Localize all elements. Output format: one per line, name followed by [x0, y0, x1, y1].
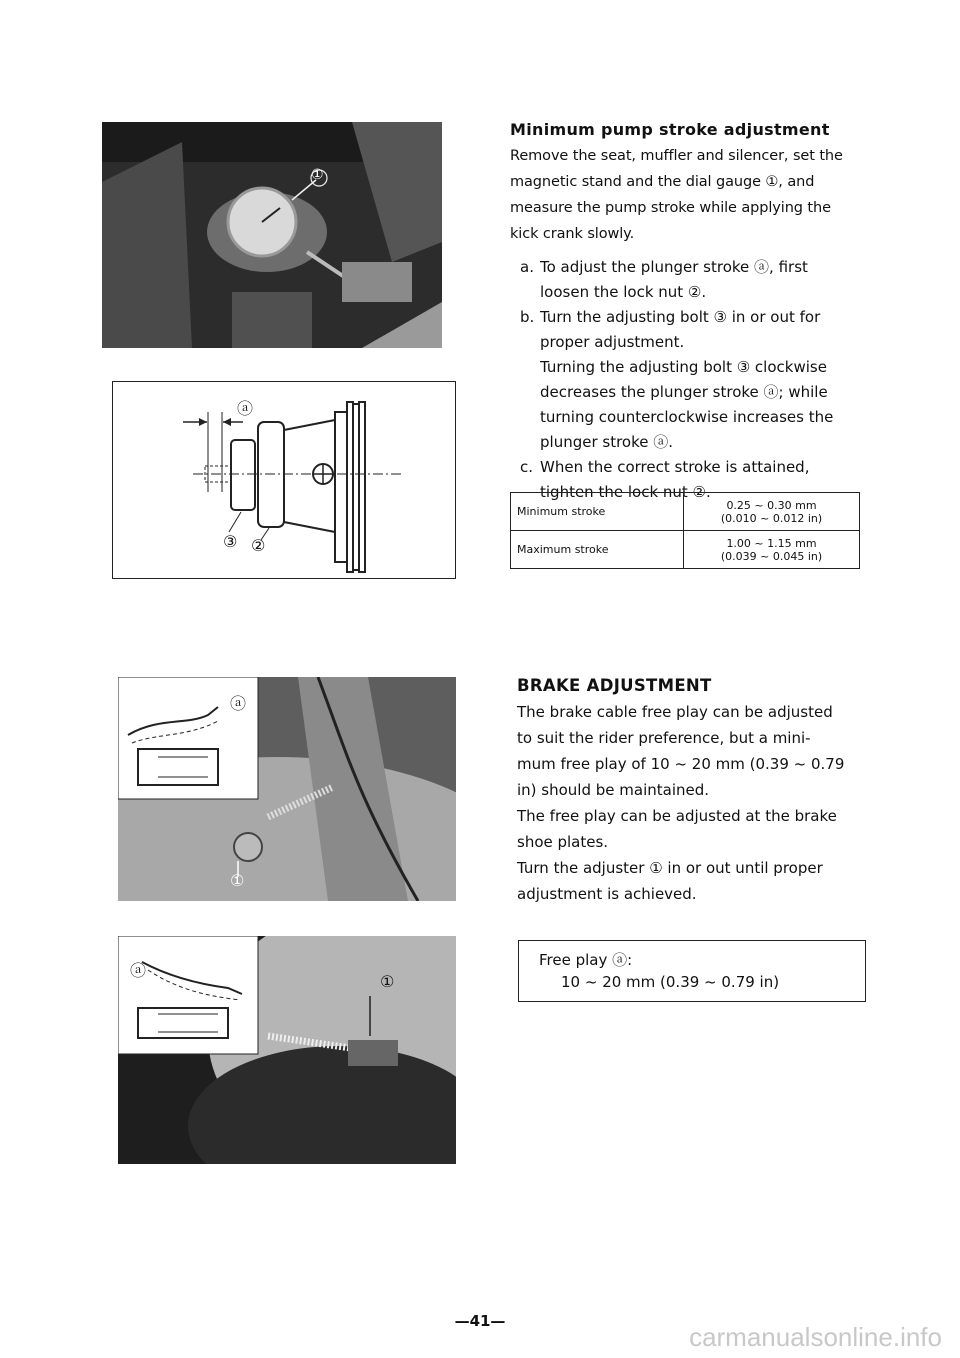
step-b-line: plunger stroke ⓐ.: [540, 433, 674, 451]
page-number: —41—: [454, 1312, 506, 1330]
photo2-label-a: ⓐ: [230, 694, 247, 713]
step-b-label: b.: [520, 308, 535, 326]
stroke-diagram: [112, 381, 456, 579]
spec-value: [684, 531, 860, 569]
spec-name: Maximum stroke: [511, 531, 684, 569]
step-c-label: c.: [520, 458, 534, 476]
step-b-line: Turn the adjusting bolt ③ in or out for: [540, 308, 821, 326]
table-row: [511, 493, 860, 531]
step-b-line: decreases the plunger stroke ⓐ; while: [540, 383, 828, 401]
footer-watermark: carmanualsonline.info: [689, 1322, 942, 1352]
brake-line: The free play can be adjusted at the brake: [517, 807, 837, 825]
brake-line: to suit the rider preference, but a mini-: [517, 729, 811, 747]
brake-line: adjustment is achieved.: [517, 885, 697, 903]
step-a-line: To adjust the plunger stroke ⓐ, first: [540, 258, 808, 276]
step-a-label: a.: [520, 258, 534, 276]
diagram-label-a: ⓐ: [237, 399, 254, 418]
photo3-label-a: ⓐ: [130, 961, 147, 980]
step-c-line: When the correct stroke is attained,: [540, 458, 810, 476]
spec-value-mm: 1.00 ~ 1.15 mm: [726, 536, 817, 550]
brake-line: in) should be maintained.: [517, 781, 710, 799]
step-b-line: Turning the adjusting bolt ③ clockwise: [540, 358, 827, 376]
rear-brake-photo: [118, 936, 456, 1164]
spec-value-in: (0.039 ~ 0.045 in): [720, 549, 823, 563]
brake-line: shoe plates.: [517, 833, 609, 851]
photo2-label-1: ①: [230, 871, 245, 890]
dial-gauge-photo: [102, 122, 442, 348]
brake-line: mum free play of 10 ~ 20 mm (0.39 ~ 0.79: [517, 755, 845, 773]
free-play-box: [518, 940, 866, 1002]
photo1-callout-1: ①: [311, 167, 324, 183]
brake-line: Turn the adjuster ① in or out until proper: [517, 859, 823, 877]
free-play-label: Free play ⓐ:: [539, 951, 633, 969]
pump-section: [510, 120, 860, 505]
step-b-line: proper adjustment.: [540, 333, 685, 351]
table-row: [511, 531, 860, 569]
stroke-spec-table: [510, 492, 860, 569]
step-b-line: turning counterclockwise increases the: [540, 408, 834, 426]
pump-intro: Remove the seat, muffler and silencer, set the magnetic stand and the dial gauge ①, and measure the pump stroke while applying the kick crank slowly.: [510, 148, 843, 242]
step-c-line: tighten the lock nut ②.: [540, 483, 711, 501]
front-brake-photo: [118, 677, 456, 901]
spec-value: [684, 493, 860, 531]
step-a: [510, 255, 860, 305]
spec-name: Minimum stroke: [511, 493, 684, 531]
brake-heading: BRAKE ADJUSTMENT: [517, 676, 712, 695]
spec-value-mm: 0.25 ~ 0.30 mm: [726, 498, 817, 512]
step-a-line: loosen the lock nut ②.: [540, 283, 707, 301]
spec-value-in: (0.010 ~ 0.012 in): [720, 511, 823, 525]
diagram-label-2: ②: [251, 536, 266, 555]
diagram-label-3: ③: [223, 532, 238, 551]
step-b: [510, 305, 860, 455]
pump-heading: Minimum pump stroke adjustment: [510, 120, 830, 139]
free-play-value: 10 ~ 20 mm (0.39 ~ 0.79 in): [561, 973, 780, 991]
brake-line: The brake cable free play can be adjusted: [517, 703, 833, 721]
photo3-label-1: ①: [380, 972, 395, 991]
brake-section: [517, 676, 862, 907]
